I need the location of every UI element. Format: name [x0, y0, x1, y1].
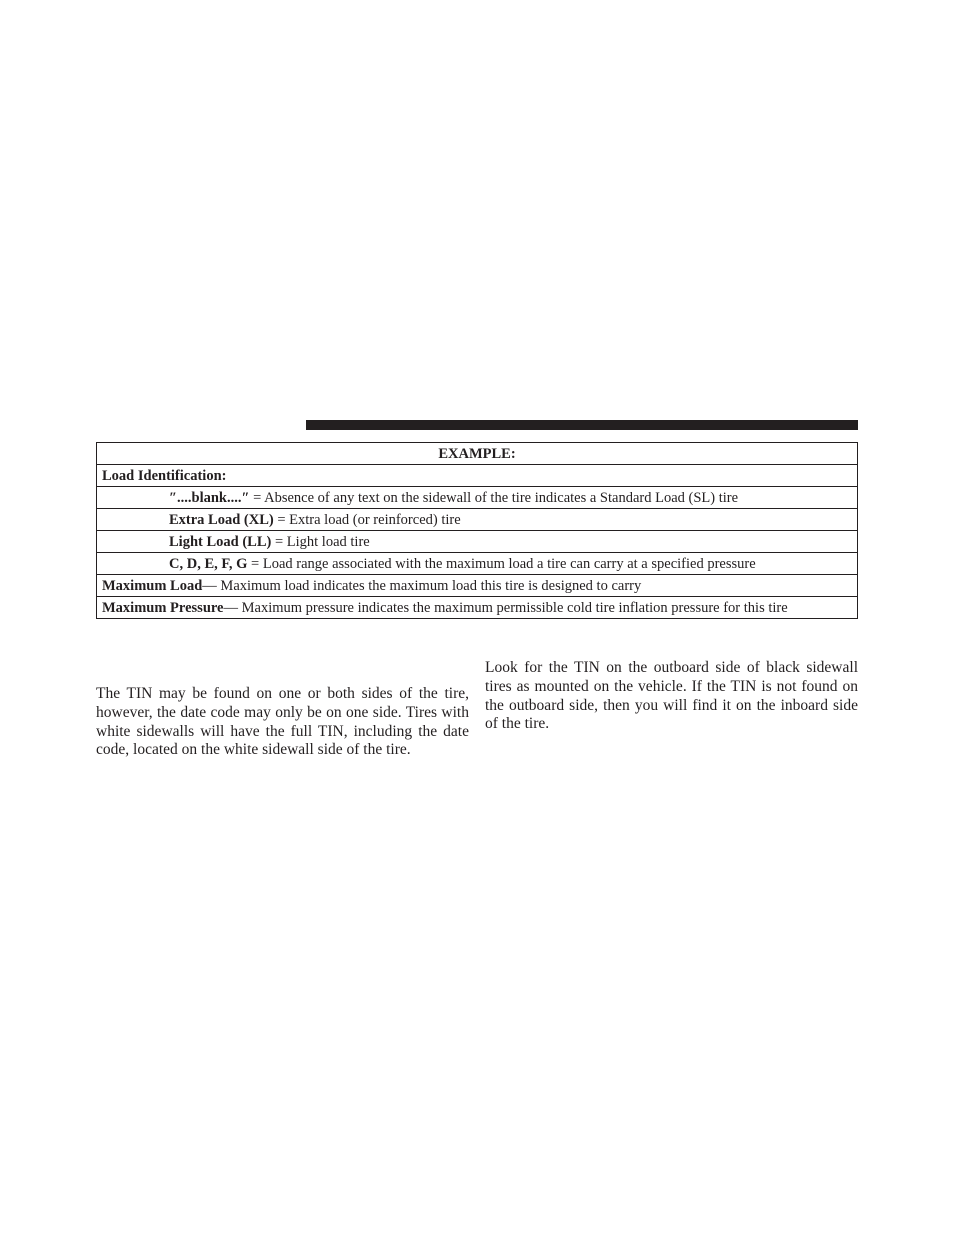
- left-column-paragraph: The TIN may be found on one or both sides of the tire, however, the date code may only be on one side. Tires with white sidewalls will have the full TIN, including the date code, located on the white sidewall side of the tire.: [96, 685, 469, 759]
- maximum-pressure-term: Maximum Pressure: [102, 600, 224, 616]
- row-term: C, D, E, F, G: [169, 556, 248, 572]
- table-row: [97, 553, 858, 575]
- table-row: [97, 487, 858, 509]
- row-definition: = Extra load (or reinforced) tire: [273, 512, 461, 528]
- table-row: [97, 597, 858, 619]
- table-row: [97, 531, 858, 553]
- maximum-load-definition: — Maximum load indicates the maximum load this tire is designed to carry: [202, 578, 642, 594]
- row-definition: = Load range associated with the maximum load a tire can carry at a specified pressure: [247, 556, 756, 572]
- row-term: Light Load (LL): [169, 534, 272, 550]
- table-row: [97, 465, 858, 487]
- table-header: EXAMPLE:: [97, 443, 858, 465]
- load-example-table: [96, 442, 858, 619]
- row-term: Extra Load (XL): [169, 512, 274, 528]
- maximum-load-term: Maximum Load: [102, 578, 203, 594]
- row-term: ″....blank....″: [169, 490, 250, 506]
- table-header-row: [97, 443, 858, 465]
- table-row: [97, 575, 858, 597]
- maximum-pressure-definition: — Maximum pressure indicates the maximum permissible cold tire inflation pressure for this tire: [223, 600, 788, 616]
- table-row: [97, 509, 858, 531]
- right-column-paragraph: Look for the TIN on the outboard side of black sidewall tires as mounted on the vehicle. If the TIN is not found on the outboard side, then you will find it on the inboard side of the tire.: [485, 659, 858, 733]
- row-definition: = Absence of any text on the sidewall of the tire indicates a Standard Load (SL) tire: [249, 490, 739, 506]
- row-definition: = Light load tire: [271, 534, 370, 550]
- section-header-bar: [306, 420, 858, 430]
- load-identification-label: Load Identification:: [97, 465, 858, 487]
